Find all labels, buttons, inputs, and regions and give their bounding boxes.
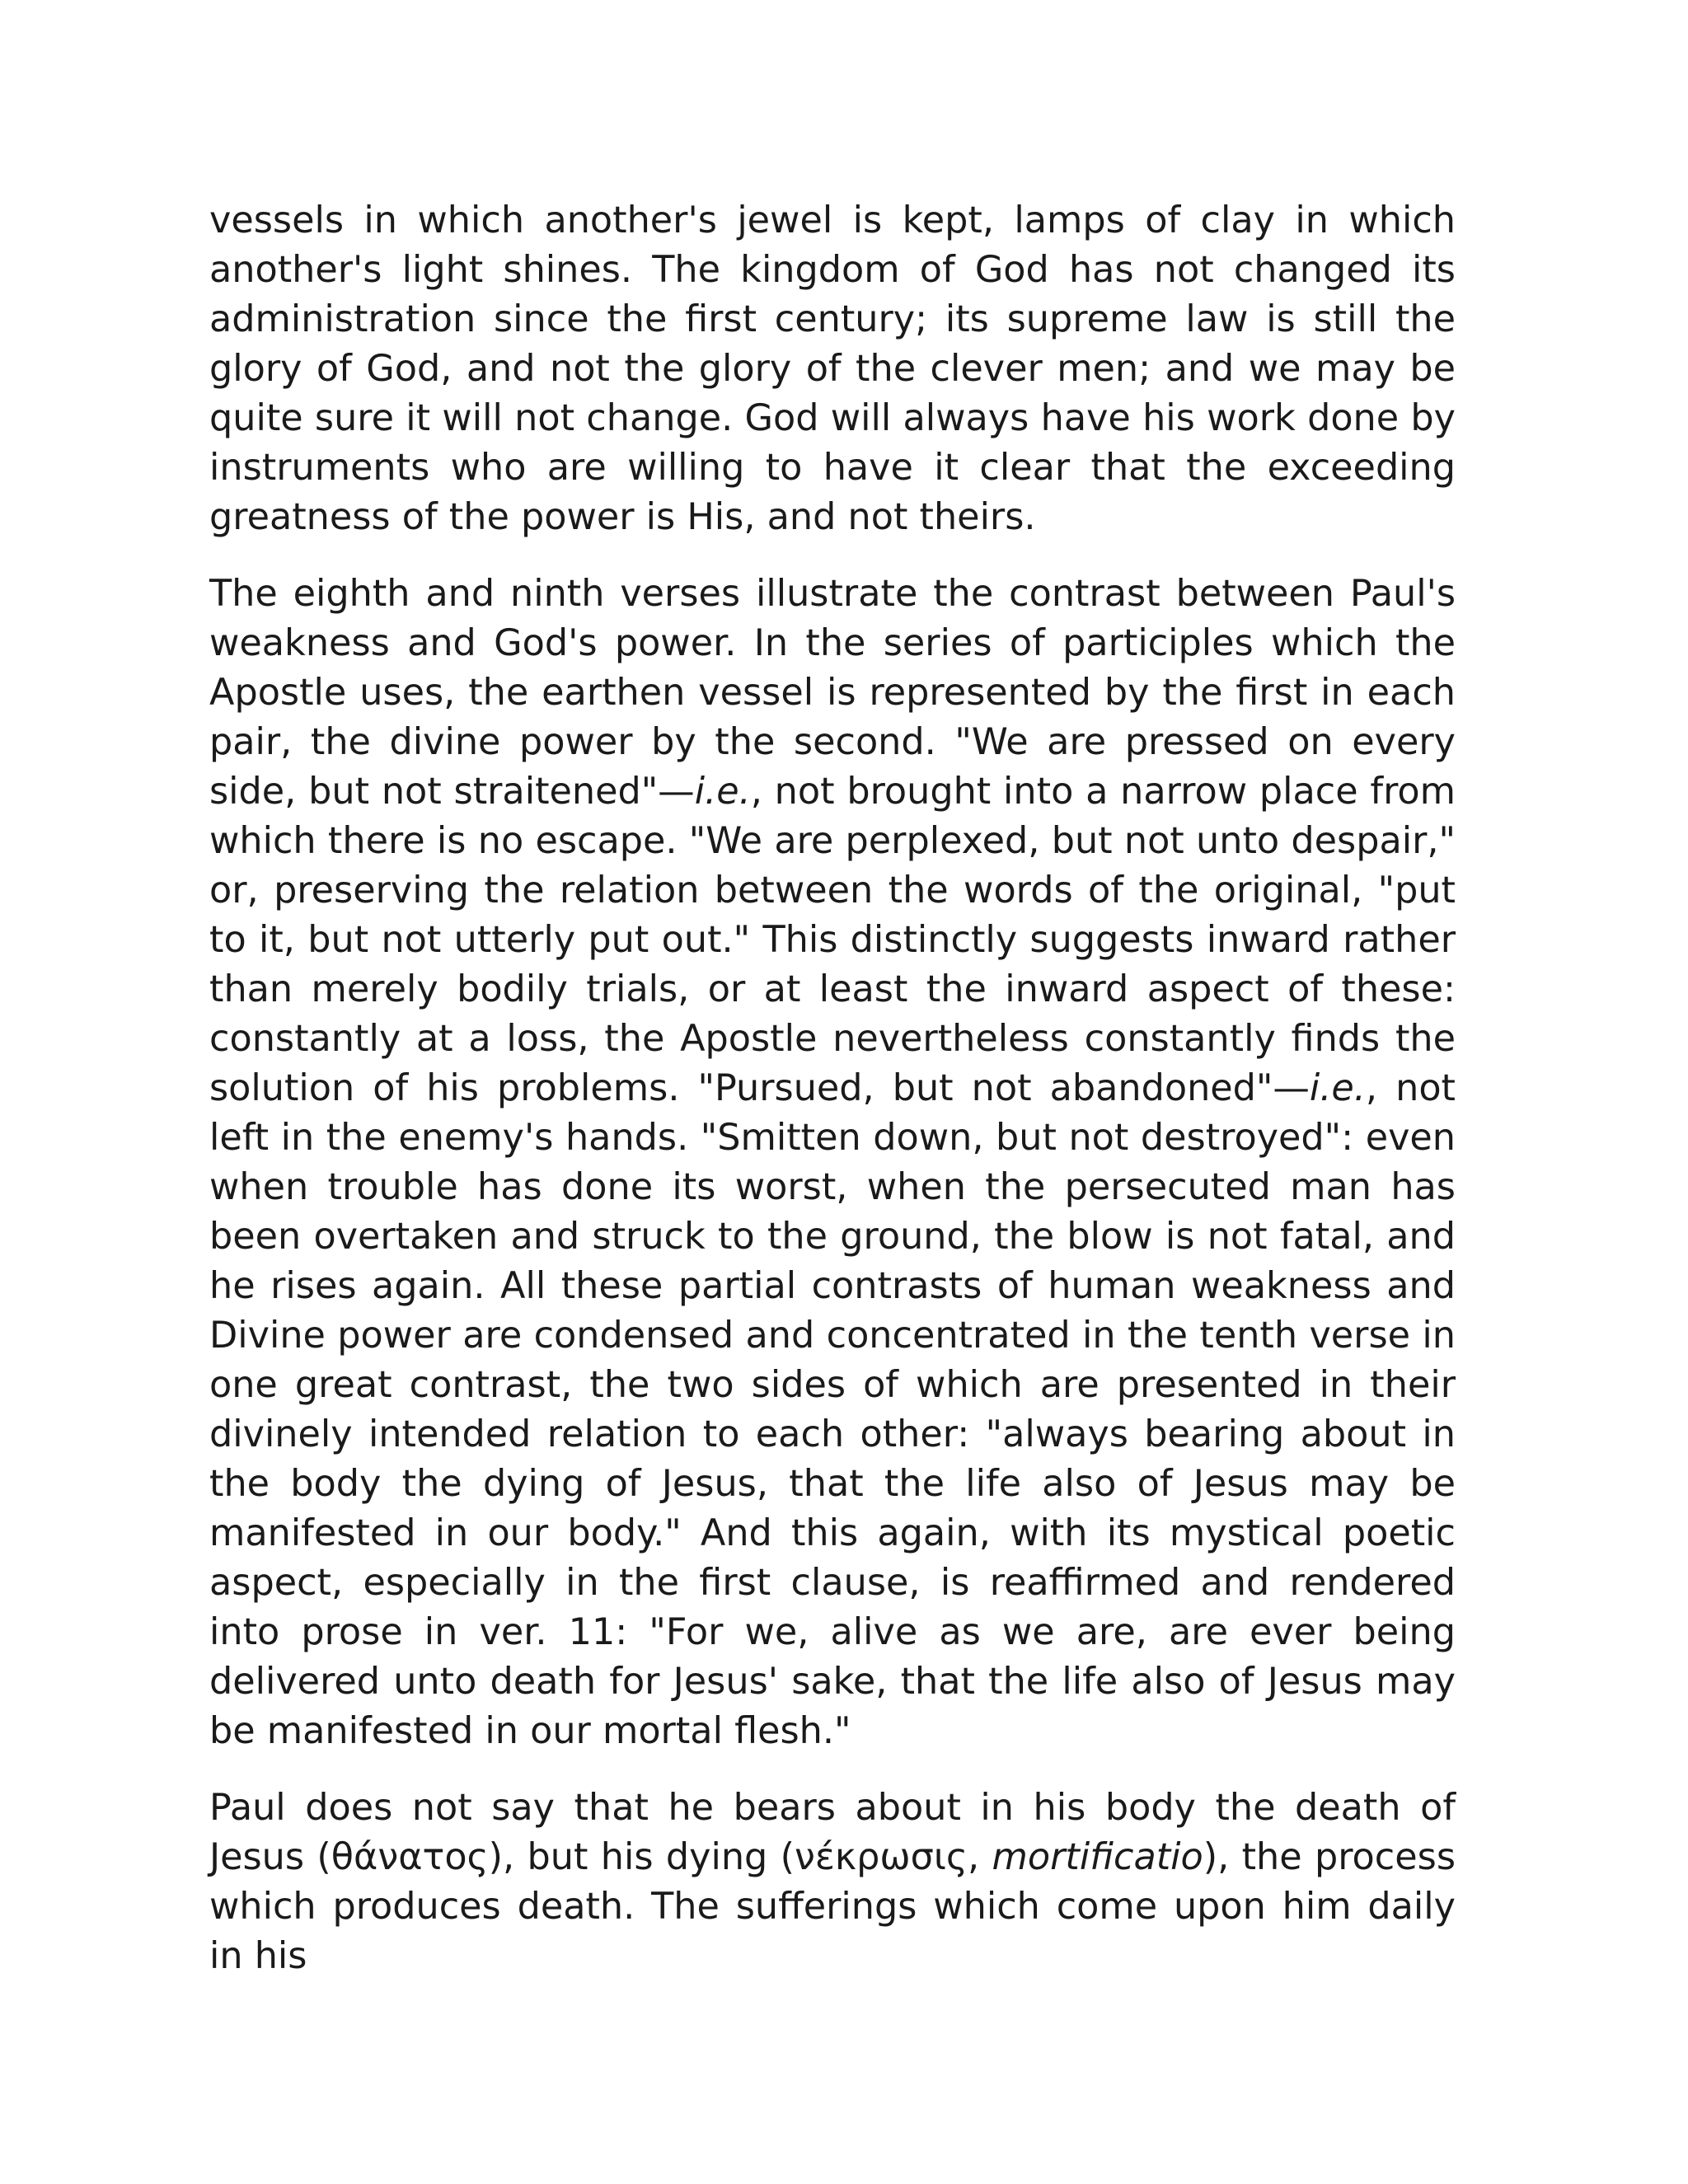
paragraph-3-italic-mortificatio: mortificatio [992,1836,1203,1878]
document-page [209,196,1456,1981]
paragraph-3 [209,1783,1456,1981]
paragraph-2-text-a: The eighth and ninth verses illustrate the contrast between Paul's weakness and God's power. In the series of participles which the Apostle uses, the earthen vessel is represented by the first in each pair, the divine power by the second. "We are pressed on every side, but not straitened"— [209,573,1456,813]
paragraph-2-italic-ie-2: i.e. [1309,1067,1366,1109]
paragraph-3-text-b: ), the process which produces death. The sufferings which come upon him daily in his [209,1836,1456,1977]
paragraph-3-text-a: Paul does not say that he bears about in his body the death of Jesus (θάνατος), but his dying (νέκρωσις, [209,1787,1456,1878]
paragraph-1-text: vessels in which another's jewel is kept, lamps of clay in which another's light shines. The kingdom of God has not changed its administration since the first century; its supreme law is still the glory of God, and not the glory of the clever men; and we may be quite sure it will not change. God will always have his work done by instruments who are willing to have it clear that the exceeding greatness of the power is His, and not theirs. [209,199,1456,538]
paragraph-2 [209,569,1456,1756]
paragraph-2-text-b: , not brought into a narrow place from which there is no escape. "We are perplexed, but not unto despair," or, preserving the relation between the words of the original, "put to it, but not utterly put out." This distinctly suggests inward rather than merely bodily trials, or at least the inward aspect of these: constantly at a loss, the Apostle nevertheless constantly finds the solution of his problems. "Pursued, but not abandoned"— [209,771,1456,1109]
paragraph-2-italic-ie-1: i.e. [694,771,751,813]
paragraph-1 [209,196,1456,542]
paragraph-2-text-c: , not left in the enemy's hands. "Smitten down, but not destroyed": even when trouble has done its worst, when the persecuted man has been overtaken and struck to the ground, the blow is not fatal, and he rises again. All these partial contrasts of human weakness and Divine power are condensed and concentrated in the tenth verse in one great contrast, the two sides of which are presented in their divinely intended relation to each other: "always bearing about in the body the dying of Jesus, that the life also of Jesus may be manifested in our body." And this again, with its mystical poetic aspect, especially in the first clause, is reaffirmed and rendered into prose in ver. 11: "For we, alive as we are, are ever being delivered unto death for Jesus' sake, that the life also of Jesus may be manifested in our mortal flesh." [209,1067,1456,1752]
